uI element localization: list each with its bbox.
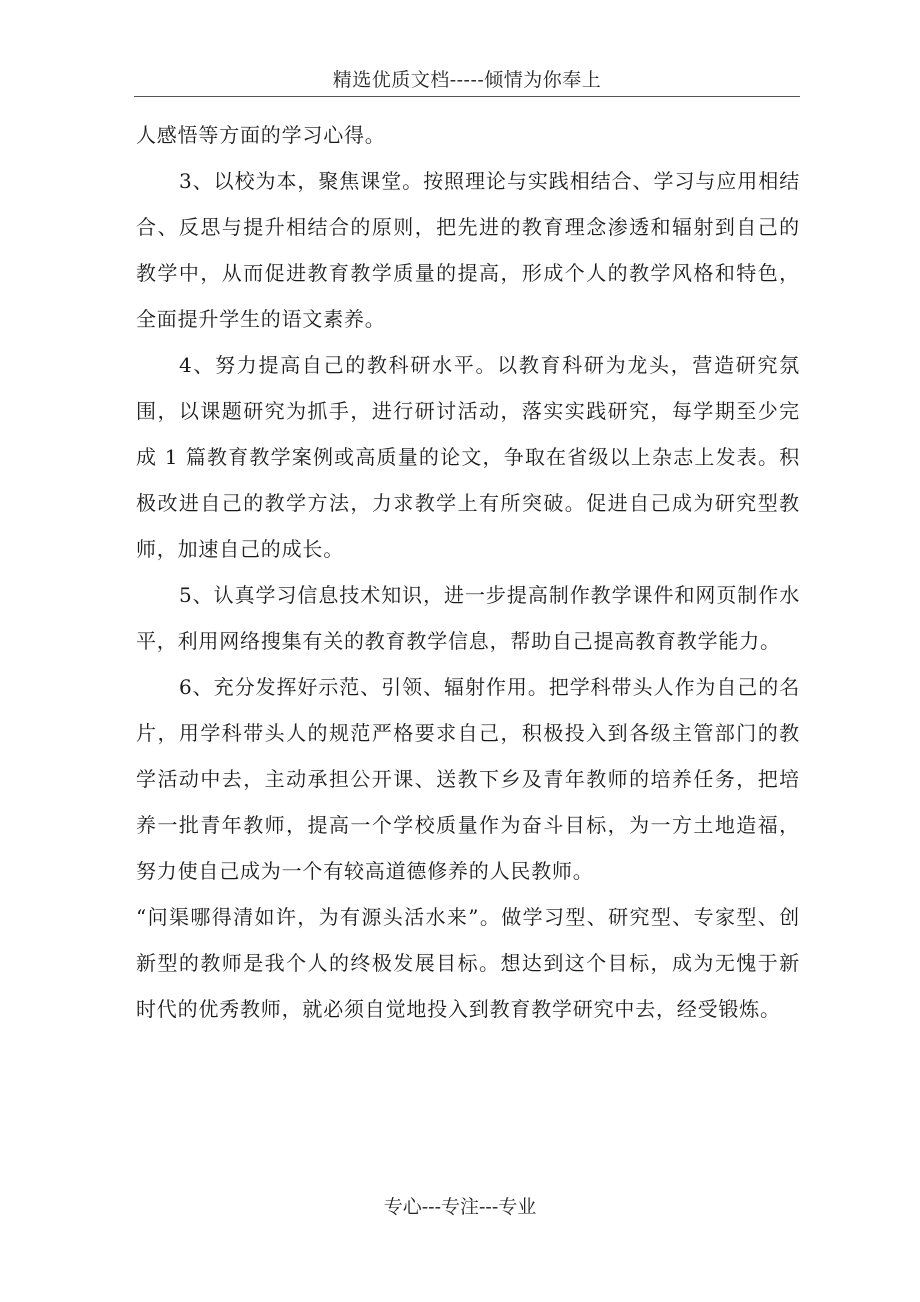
paragraph-item-6: 6、充分发挥好示范、引领、辐射作用。把学科带头人作为自己的名片，用学科带头人的规范严格要求自己，积极投入到各级主管部门的教学活动中去，主动承担公开课、送教下乡及青年教师的培养任务，把培养一批青年教师，提高一个学校质量作为奋斗目标，为一方土地造福，努力使自己成为一个有较高道德修养的人民教师。	[136, 675, 800, 883]
paragraph-conclusion: “问渠哪得清如许，为有源头活水来”。做学习型、研究型、专家型、创新型的教师是我个人的终极发展目标。想达到这个目标，成为无愧于新时代的优秀教师，就必须自觉地投入到教育教学研究中去，经受锻炼。	[136, 905, 800, 1021]
document-body	[136, 112, 800, 1032]
paragraph-item-5: 5、认真学习信息技术知识，进一步提高制作教学课件和网页制作水平，利用网络搜集有关的教育教学信息，帮助自己提高教育教学能力。	[136, 583, 800, 653]
paragraph-item-3: 3、以校为本，聚焦课堂。按照理论与实践相结合、学习与应用相结合、反思与提升相结合的原则，把先进的教育理念渗透和辐射到自己的教学中，从而促进教育教学质量的提高，形成个人的教学风格和特色，全面提升学生的语文素养。	[136, 169, 800, 331]
page-footer: 专心---专注---专业	[383, 1196, 537, 1218]
paragraph-item-4: 4、努力提高自己的教科研水平。以教育科研为龙头，营造研究氛围，以课题研究为抓手，进行研讨活动，落实实践研究，每学期至少完成 1 篇教育教学案例或高质量的论文，争取在省级以上杂志上发表。积极改进自己的教学方法，力求教学上有所突破。促进自己成为研究型教师，加速自己的成长。	[136, 353, 800, 561]
page-header: 精选优质文档-----倾情为你奉上	[134, 64, 800, 97]
paragraph-continuation: 人感悟等方面的学习心得。	[136, 123, 386, 147]
